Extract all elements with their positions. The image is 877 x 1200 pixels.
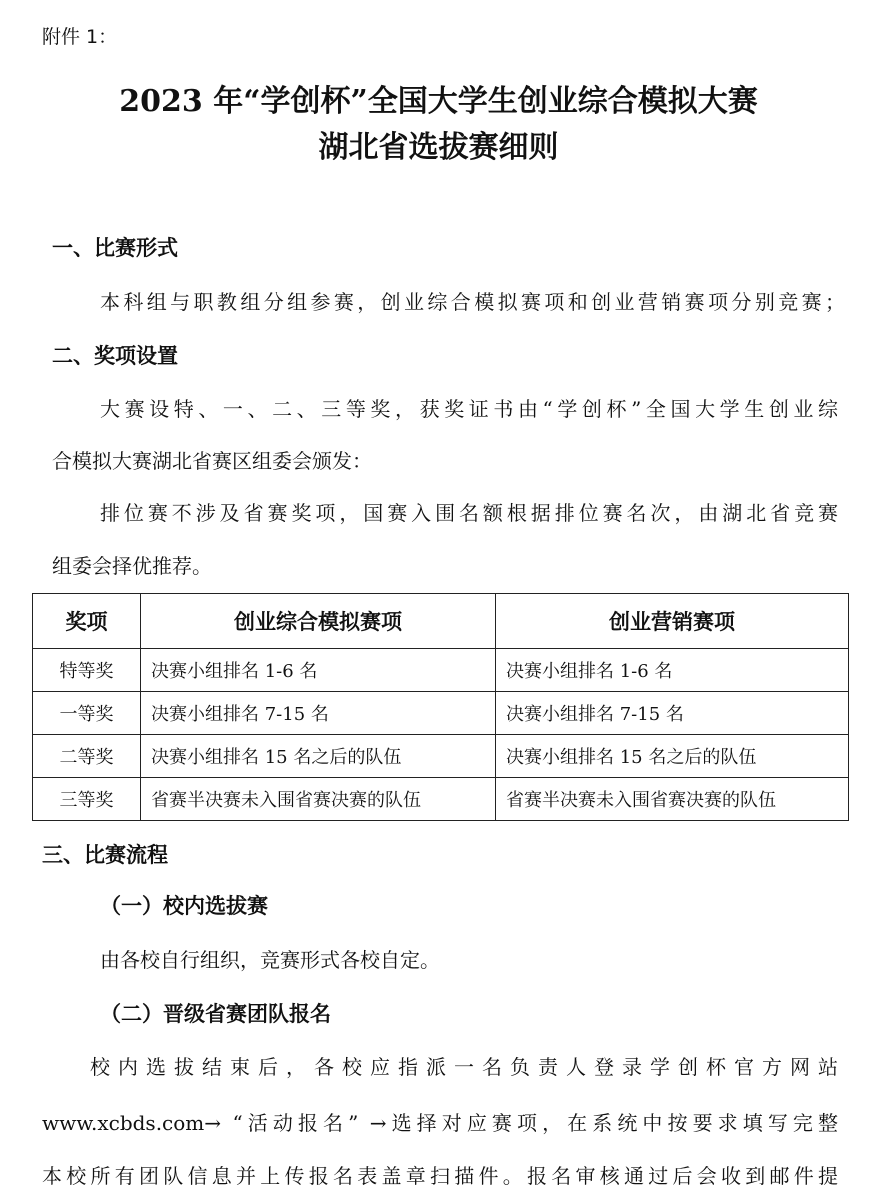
table-row: [33, 692, 849, 735]
table-cell: 省赛半决赛未入围省赛决赛的队伍: [141, 778, 496, 821]
registration-paragraph-line: 本校所有团队信息并上传报名表盖章扫描件。报名审核通过后会收到邮件提: [42, 1164, 838, 1188]
document-title: 2023 年“学创杯”全国大学生创业综合模拟大赛: [119, 84, 758, 119]
table-header-cell: 创业营销赛项: [496, 594, 849, 649]
subsection-heading-campus: （一）校内选拔赛: [100, 894, 268, 918]
format-paragraph: 本科组与职教组分组参赛，创业综合模拟赛项和创业营销赛项分别竞赛；: [100, 290, 845, 314]
ranking-paragraph-line: 排位赛不涉及省赛奖项，国赛入围名额根据排位赛名次，由湖北省竞赛: [100, 501, 838, 525]
subsection-heading-registration: （二）晋级省赛团队报名: [100, 1002, 331, 1026]
table-header-cell: 创业综合模拟赛项: [141, 594, 496, 649]
registration-paragraph-line: www.xcbds.com→ “活动报名” →选择对应赛项，在系统中按要求填写完整: [42, 1111, 838, 1135]
table-cell: 决赛小组排名 1-6 名: [141, 649, 496, 692]
section-heading-awards: 二、奖项设置: [52, 344, 178, 368]
table-row: [33, 778, 849, 821]
attachment-label: 附件 1：: [42, 26, 118, 48]
table-cell: 决赛小组排名 15 名之后的队伍: [496, 735, 849, 778]
campus-paragraph: 由各校自行组织，竞赛形式各校自定。: [100, 948, 440, 972]
table-header-row: [33, 594, 849, 649]
section-heading-process: 三、比赛流程: [42, 843, 168, 867]
table-cell: 决赛小组排名 1-6 名: [496, 649, 849, 692]
award-level-cell: 二等奖: [33, 735, 141, 778]
award-level-cell: 特等奖: [33, 649, 141, 692]
table-header-cell: 奖项: [33, 594, 141, 649]
awards-table: [32, 593, 849, 821]
awards-paragraph-line: 合模拟大赛湖北省赛区组委会颁发：: [52, 449, 372, 473]
table-cell: 决赛小组排名 15 名之后的队伍: [141, 735, 496, 778]
table-cell: 决赛小组排名 7-15 名: [496, 692, 849, 735]
registration-paragraph-line: 校内选拔结束后，各校应指派一名负责人登录学创杯官方网站: [90, 1055, 838, 1079]
section-heading-format: 一、比赛形式: [52, 236, 178, 260]
document-subtitle: 湖北省选拔赛细则: [318, 130, 559, 165]
table-row: [33, 649, 849, 692]
award-level-cell: 三等奖: [33, 778, 141, 821]
table-cell: 决赛小组排名 7-15 名: [141, 692, 496, 735]
table-row: [33, 735, 849, 778]
table-cell: 省赛半决赛未入围省赛决赛的队伍: [496, 778, 849, 821]
award-level-cell: 一等奖: [33, 692, 141, 735]
awards-paragraph-line: 大赛设特、一、二、三等奖，获奖证书由“学创杯”全国大学生创业综: [100, 397, 838, 421]
ranking-paragraph-line: 组委会择优推荐。: [52, 554, 212, 578]
